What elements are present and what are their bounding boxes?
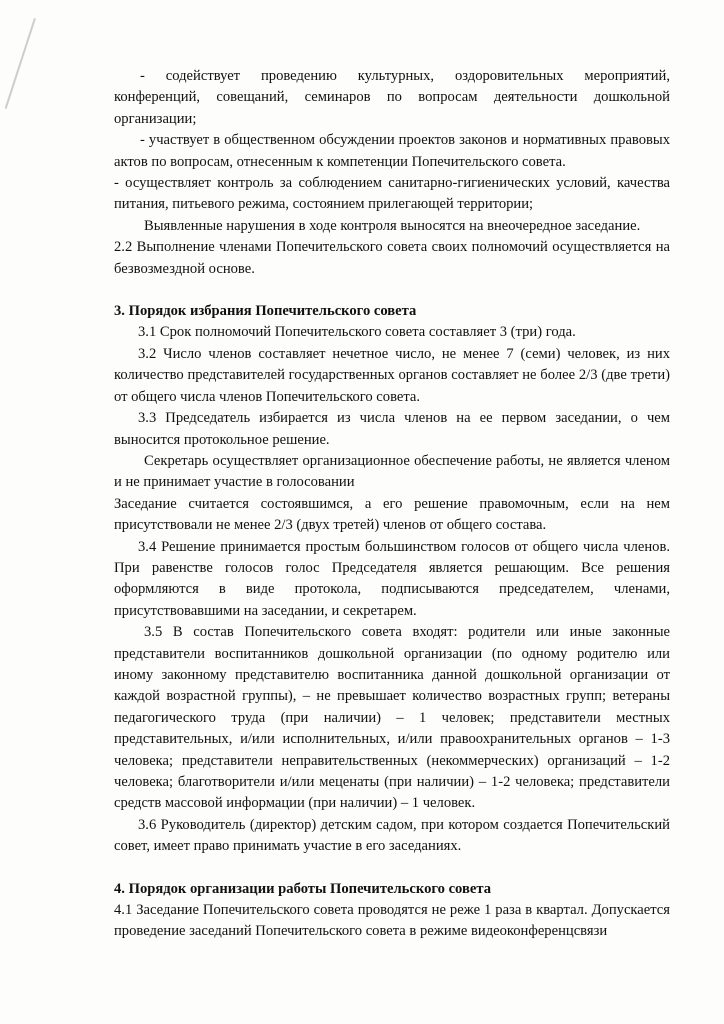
scan-artifact-line xyxy=(5,18,36,109)
paragraph-3-5: 3.5 В состав Попечительского совета входят: родители или иные законные представители воспитанников дошкольной организации (по одному родителю или иному законному представителю воспитанника данной дошкольной организации от каждой возрастной группы), – не превышает количество возрастных групп; ветераны педагогического труда (при наличии) – 1 человек; представители местных представительных, и/или исполнительных, и/или правоохранительных органов – 1-3 человека; представители неправительственных (некоммерческих) организаций – 1-2 человека; благотворители и/или меценаты (при наличии) – 1-2 человека; представители средств массовой информации (при наличии) – 1 человек. xyxy=(114,624,670,812)
paragraph-3-2: 3.2 Число членов составляет нечетное число, не менее 7 (семи) человек, из них количество представителей государственных органов составляет не более 2/3 (две трети) от общего числа членов Попечительского совета. xyxy=(114,345,670,405)
paragraph-3-4: 3.4 Решение принимается простым большинством голосов от общего числа членов. При равенстве голосов голос Председателя является решающим. Все решения оформляются в виде протокола, подписываются председателем, членами, присутствовавшими на заседании, и секретарем. xyxy=(114,538,670,619)
paragraph-cultural-events: - содействует проведению культурных, оздоровительных мероприятий, конференций, совещаний, семинаров по вопросам деятельности дошкольной организации; xyxy=(114,68,670,127)
paragraph-sanitary-control: - осуществляет контроль за соблюдением санитарно-гигиенических условий, качества питания, питьевого режима, состоянием прилегающей территории; xyxy=(114,175,670,213)
paragraph-quorum: Заседание считается состоявшимся, а его решение правомочным, если на нем присутствовали не менее 2/3 (двух третей) членов от общего состава. xyxy=(114,495,670,534)
section-4-heading: 4. Порядок организации работы Попечительского совета xyxy=(114,880,491,897)
paragraph-3-1: 3.1 Срок полномочий Попечительского совета составляет 3 (три) года. xyxy=(138,324,576,341)
spacer xyxy=(114,280,670,301)
paragraph-4-1: 4.1 Заседание Попечительского совета проводятся не реже 1 раза в квартал. Допускается проведение заседаний Попечительского совета в режиме видеоконференцсвязи xyxy=(114,902,670,940)
spacer xyxy=(114,858,670,879)
paragraph-secretary: Секретарь осуществляет организационное обеспечение работы, не является членом и не принимает участие в голосовании xyxy=(114,452,670,491)
document-body xyxy=(114,66,670,943)
paragraph-3-3: 3.3 Председатель избирается из числа членов на ее первом заседании, о чем выносится протокольное решение. xyxy=(114,410,670,448)
paragraph-3-6: 3.6 Руководитель (директор) детским садом, при котором создается Попечительский совет, имеет право принимать участие в его заседаниях. xyxy=(114,816,670,855)
paragraph-violations: Выявленные нарушения в ходе контроля выносятся на внеочередное заседание. xyxy=(144,217,641,234)
paragraph-2-2: 2.2 Выполнение членами Попечительского совета своих полномочий осуществляется на безвозмездной основе. xyxy=(114,239,670,277)
section-3-heading: 3. Порядок избрания Попечительского совета xyxy=(114,303,417,320)
paragraph-public-discussion: - участвует в общественном обсуждении проектов законов и нормативных правовых актов по вопросам, отнесенным к компетенции Попечительского совета. xyxy=(114,132,670,170)
